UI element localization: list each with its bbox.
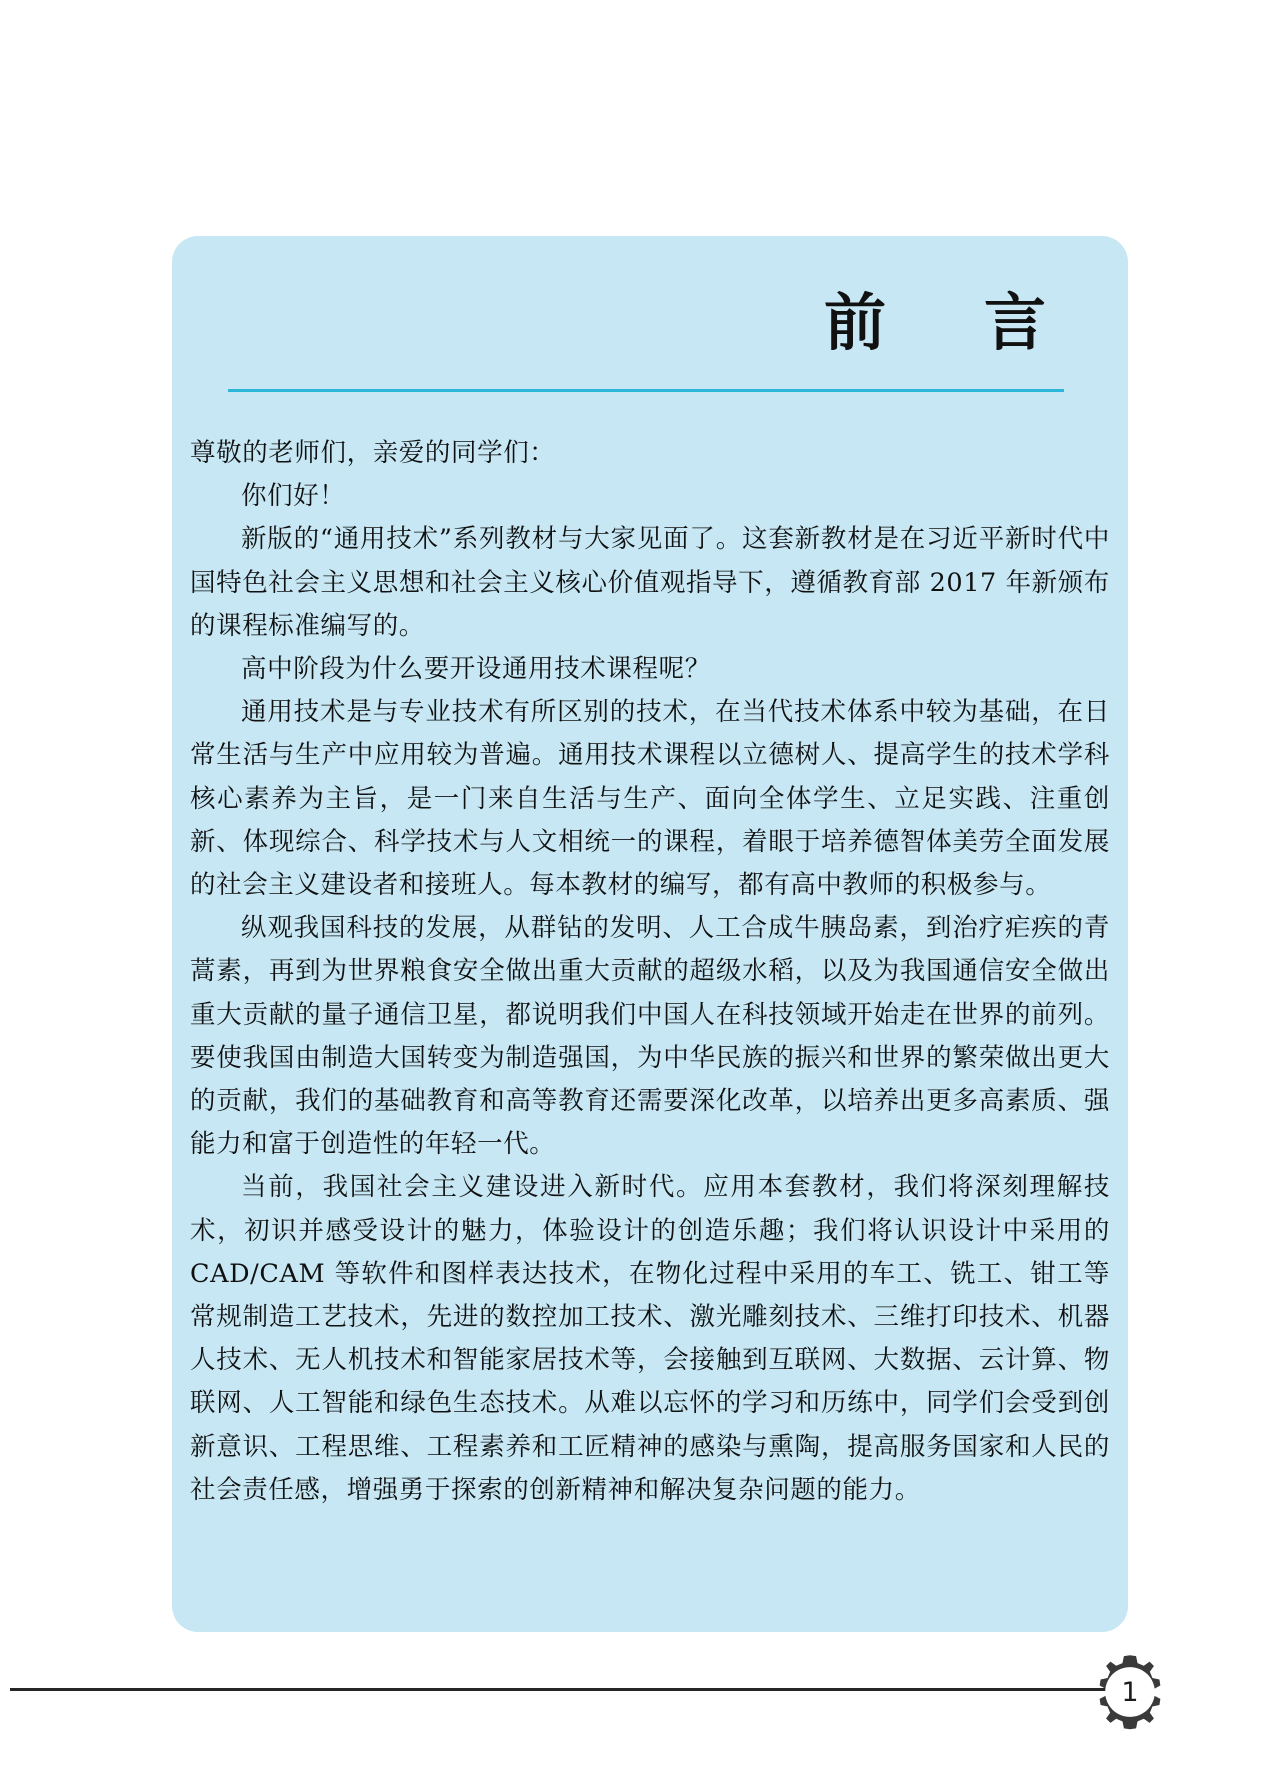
paragraph-intro: 新版的“通用技术”系列教材与大家见面了。这套新教材是在习近平新时代中国特色社会主义思想和社会主义核心价值观指导下，遵循教育部 2017 年新颁布的课程标准编写的。 (190, 524, 1110, 641)
page-title: 前 言 (823, 286, 1064, 359)
paragraph-salutation: 尊敬的老师们，亲爱的同学们： (190, 438, 556, 468)
title-divider (228, 389, 1064, 392)
paragraph-definition: 通用技术是与专业技术有所区别的技术，在当代技术体系中较为基础，在日常生活与生产中应用较为普遍。通用技术课程以立德树人、提高学生的技术学科核心素养为主旨，是一门来自生活与生产、面向全体学生、立足实践、注重创新、体现综合、科学技术与人文相统一的课程，着眼于培养德智体美劳全面发展的社会主义建设者和接班人。每本教材的编写，都有高中教师的积极参与。 (190, 697, 1110, 901)
page-title-block (228, 286, 1066, 359)
page-number-badge (1084, 1646, 1176, 1738)
paragraph-outlook: 当前，我国社会主义建设进入新时代。应用本套教材，我们将深刻理解技术，初识并感受设计的魅力，体验设计的创造乐趣；我们将认识设计中采用的 CAD/CAM 等软件和图样表达技术，在物化过程中采用的车工、铣工、钳工等常规制造工艺技术，先进的数控加工技术、激光雕刻技术、三维打印技术、机器人技术、无人机技术和智能家居技术等，会接触到互联网、大数据、云计算、物联网、人工智能和绿色生态技术。从难以忘怀的学习和历练中，同学们会受到创新意识、工程思维、工程素养和工匠精神的感染与熏陶，提高服务国家和人民的社会责任感，增强勇于探索的创新精神和解决复杂问题的能力。 (190, 1172, 1110, 1505)
preface-body (190, 432, 1110, 1512)
paragraph-greeting: 你们好！ (241, 481, 346, 512)
footer-divider (10, 1688, 1110, 1691)
paragraph-achievements: 纵观我国科技的发展，从群钻的发明、人工合成牛胰岛素，到治疗疟疾的青蒿素，再到为世界粮食安全做出重大贡献的超级水稻，以及为我国通信安全做出重大贡献的量子通信卫星，都说明我们中国人在科技领域开始走在世界的前列。要使我国由制造大国转变为制造强国，为中华民族的振兴和世界的繁荣做出更大的贡献，我们的基础教育和高等教育还需要深化改革，以培养出更多高素质、强能力和富于创造性的年轻一代。 (190, 913, 1110, 1160)
page-number: 1 (1121, 1676, 1139, 1708)
paragraph-question: 高中阶段为什么要开设通用技术课程呢？ (241, 654, 711, 685)
